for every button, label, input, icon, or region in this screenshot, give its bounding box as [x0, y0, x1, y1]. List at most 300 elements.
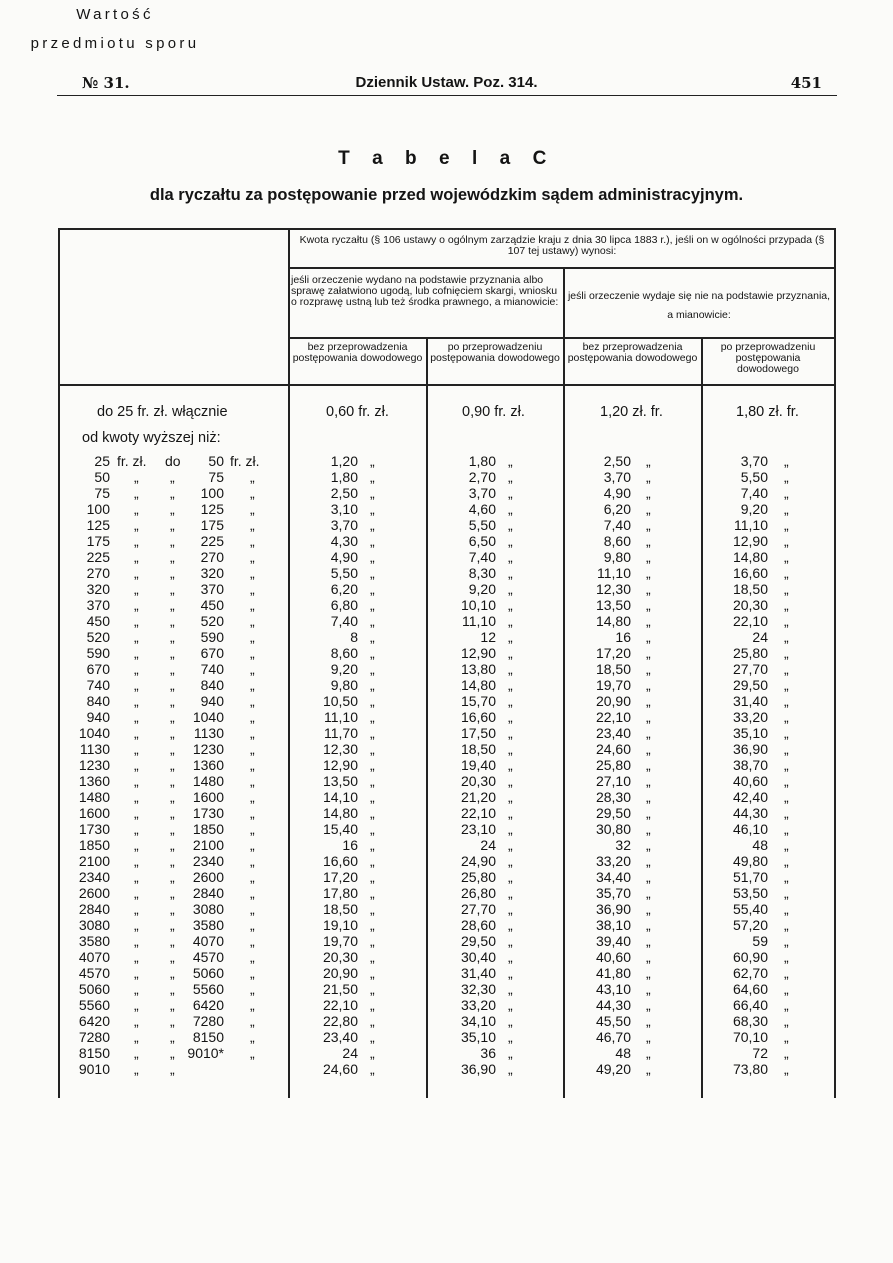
subheader-no-evidence-2: bez przeprowadzenia postępowania dowodowego: [567, 341, 698, 364]
group-header-contested: jeśli orzeczenie wydaje się nie na podstawie przyznania, a mianowicie:: [567, 290, 831, 321]
ditto-mark: „: [170, 517, 175, 533]
ditto-mark: „: [170, 917, 175, 933]
ditto-mark: „: [646, 757, 651, 773]
ditto-mark: „: [170, 629, 175, 645]
header-rule-2: [288, 337, 835, 339]
ditto-mark: „: [134, 933, 139, 949]
fee-value: 19,10: [322, 917, 358, 933]
ditto-mark: „: [370, 789, 375, 805]
range-from: 740: [86, 677, 110, 693]
table-row: [0, 949, 893, 965]
ditto-mark: „: [784, 917, 789, 933]
ditto-mark: „: [508, 853, 513, 869]
range-intro-label: od kwoty wyższej niż:: [82, 430, 221, 446]
header-rule: [57, 95, 837, 96]
ditto-mark: „: [250, 565, 255, 581]
fee-value: 40,60: [732, 773, 768, 789]
fee-value: 2,50: [330, 485, 358, 501]
range-from: 320: [86, 581, 110, 597]
fee-value: 18,50: [460, 741, 496, 757]
table-row: [0, 789, 893, 805]
unit-label: fr. zł.: [117, 453, 147, 469]
fee-value: 13,80: [460, 661, 496, 677]
range-to: 2100: [192, 837, 224, 853]
fee-value: 5,50: [740, 469, 768, 485]
fee-value: 66,40: [732, 997, 768, 1013]
ditto-mark: „: [646, 821, 651, 837]
fee-value: 9,20: [468, 581, 496, 597]
fee-value: 26,80: [460, 885, 496, 901]
fee-value: 28,30: [595, 789, 631, 805]
ditto-mark: „: [508, 741, 513, 757]
range-to: 8150: [192, 1029, 224, 1045]
ditto-mark: „: [784, 453, 789, 469]
range-from: 25: [94, 453, 110, 469]
fee-value: 23,10: [460, 821, 496, 837]
fee-value: 68,30: [732, 1013, 768, 1029]
table-row: [0, 453, 893, 469]
subheader-no-evidence-1: bez przeprowadzenia postępowania dowodowego: [292, 341, 423, 364]
fee-value: 31,40: [732, 693, 768, 709]
ditto-mark: „: [250, 741, 255, 757]
ditto-mark: „: [370, 933, 375, 949]
fee-value: 24,60: [322, 1061, 358, 1077]
ditto-mark: „: [134, 725, 139, 741]
fee-value: 16,60: [322, 853, 358, 869]
ditto-mark: „: [784, 965, 789, 981]
ditto-mark: „: [646, 629, 651, 645]
table-row: [0, 741, 893, 757]
fee-value: 51,70: [732, 869, 768, 885]
range-to: 840: [200, 677, 224, 693]
fee-value: 27,70: [732, 661, 768, 677]
ditto-mark: „: [370, 1013, 375, 1029]
table-row: [0, 1045, 893, 1061]
range-from: 520: [86, 629, 110, 645]
ditto-mark: „: [170, 789, 175, 805]
ditto-mark: „: [370, 549, 375, 565]
ditto-mark: „: [134, 789, 139, 805]
ditto-mark: „: [170, 661, 175, 677]
ditto-mark: „: [370, 757, 375, 773]
fee-value: 10,50: [322, 693, 358, 709]
ditto-mark: „: [508, 629, 513, 645]
ditto-mark: „: [508, 1013, 513, 1029]
table-row: [0, 549, 893, 565]
range-to: 225: [200, 533, 224, 549]
ditto-mark: „: [784, 773, 789, 789]
table-row: [0, 485, 893, 501]
ditto-mark: „: [784, 757, 789, 773]
fee-value: 24,90: [460, 853, 496, 869]
table-row: [0, 805, 893, 821]
ditto-mark: „: [134, 1061, 139, 1077]
fee-value: 27,70: [460, 901, 496, 917]
ditto-mark: „: [508, 469, 513, 485]
ditto-mark: „: [784, 949, 789, 965]
ditto-mark: „: [646, 1061, 651, 1077]
fee-value: 29,50: [732, 677, 768, 693]
fee-value: 18,50: [322, 901, 358, 917]
ditto-mark: „: [170, 645, 175, 661]
fee-value: 12: [480, 629, 496, 645]
ditto-mark: „: [646, 549, 651, 565]
ditto-mark: „: [170, 597, 175, 613]
fee-value: 10,10: [460, 597, 496, 613]
fee-value: 25,80: [595, 757, 631, 773]
ditto-mark: „: [250, 853, 255, 869]
table-row: [0, 581, 893, 597]
fee-value: 20,30: [322, 949, 358, 965]
ditto-mark: „: [784, 725, 789, 741]
table-title: T a b e l a C: [338, 148, 555, 169]
ditto-mark: „: [370, 677, 375, 693]
ditto-mark: „: [646, 709, 651, 725]
ditto-mark: „: [134, 469, 139, 485]
ditto-mark: „: [370, 501, 375, 517]
fee-value: 11,10: [324, 709, 358, 725]
ditto-mark: „: [170, 853, 175, 869]
table-row: [0, 917, 893, 933]
range-from: 50: [94, 469, 110, 485]
fee-value: 12,90: [732, 533, 768, 549]
fee-value: 29,50: [460, 933, 496, 949]
fee-value: 29,50: [595, 805, 631, 821]
fee-value: 28,60: [460, 917, 496, 933]
fee-value: 35,70: [595, 885, 631, 901]
ditto-mark: „: [134, 581, 139, 597]
range-to: 370: [200, 581, 224, 597]
ditto-mark: „: [784, 533, 789, 549]
ditto-mark: „: [250, 789, 255, 805]
fee-value: 6,20: [603, 501, 631, 517]
range-from: 6420: [78, 1013, 110, 1029]
ditto-mark: „: [370, 709, 375, 725]
ditto-mark: „: [170, 1061, 175, 1077]
fee-value: 24: [342, 1045, 358, 1061]
ditto-mark: „: [370, 645, 375, 661]
unit-label: fr. zł.: [230, 453, 260, 469]
table-row: [0, 885, 893, 901]
ditto-mark: „: [250, 485, 255, 501]
table-row: [0, 613, 893, 629]
ditto-mark: „: [784, 661, 789, 677]
ditto-mark: „: [646, 485, 651, 501]
ditto-mark: „: [134, 901, 139, 917]
ditto-mark: „: [508, 597, 513, 613]
fee-value: 3,70: [330, 517, 358, 533]
ditto-mark: „: [508, 693, 513, 709]
ditto-mark: „: [134, 869, 139, 885]
table-row: [0, 1013, 893, 1029]
ditto-mark: „: [784, 933, 789, 949]
ditto-mark: „: [508, 453, 513, 469]
range-from: 370: [86, 597, 110, 613]
fee-value: 20,30: [732, 597, 768, 613]
ditto-mark: „: [170, 1045, 175, 1061]
ditto-mark: „: [646, 885, 651, 901]
ditto-mark: „: [170, 981, 175, 997]
table-row: [0, 661, 893, 677]
ditto-mark: „: [508, 1061, 513, 1077]
ditto-mark: „: [784, 1061, 789, 1077]
table-row: [0, 757, 893, 773]
fee-value: 7,40: [740, 485, 768, 501]
ditto-mark: „: [646, 853, 651, 869]
ditto-mark: „: [134, 997, 139, 1013]
table-row: [0, 853, 893, 869]
range-from: 840: [86, 693, 110, 709]
ditto-mark: „: [370, 885, 375, 901]
fee-value: 14,80: [322, 805, 358, 821]
range-to: 1600: [192, 789, 224, 805]
fee-value: 49,20: [595, 1061, 631, 1077]
range-to: 320: [200, 565, 224, 581]
range-to: 520: [200, 613, 224, 629]
ditto-mark: „: [134, 709, 139, 725]
fee-value: 4,90: [330, 549, 358, 565]
fee-value: 30,40: [460, 949, 496, 965]
fee-value: 11,10: [597, 565, 631, 581]
ditto-mark: „: [508, 725, 513, 741]
ditto-mark: „: [646, 901, 651, 917]
range-to: 740: [200, 661, 224, 677]
ditto-mark: „: [646, 1013, 651, 1029]
ditto-mark: „: [370, 949, 375, 965]
range-to: 6420: [192, 997, 224, 1013]
range-to: 5060: [192, 965, 224, 981]
ditto-mark: „: [646, 677, 651, 693]
ditto-mark: „: [370, 517, 375, 533]
ditto-mark: „: [170, 965, 175, 981]
range-to: 4070: [192, 933, 224, 949]
fee-value: 9,20: [330, 661, 358, 677]
ditto-mark: „: [784, 837, 789, 853]
range-to: 2340: [192, 853, 224, 869]
table-top-border: [58, 228, 836, 230]
ditto-mark: „: [170, 501, 175, 517]
range-from: 1850: [78, 837, 110, 853]
fee-value: 62,70: [732, 965, 768, 981]
ditto-mark: „: [784, 613, 789, 629]
ditto-mark: „: [134, 1013, 139, 1029]
fee-value: 38,10: [595, 917, 631, 933]
ditto-mark: „: [170, 885, 175, 901]
ditto-mark: „: [508, 821, 513, 837]
ditto-mark: „: [134, 629, 139, 645]
table-row: [0, 773, 893, 789]
ditto-mark: „: [508, 581, 513, 597]
ditto-mark: „: [250, 965, 255, 981]
fee-value: 18,50: [595, 661, 631, 677]
ditto-mark: „: [784, 1029, 789, 1045]
ditto-mark: „: [250, 629, 255, 645]
ditto-mark: „: [784, 1045, 789, 1061]
range-from: 2840: [78, 901, 110, 917]
ditto-mark: „: [508, 997, 513, 1013]
ditto-mark: „: [250, 901, 255, 917]
fee-value: 6,80: [330, 597, 358, 613]
ditto-mark: „: [784, 581, 789, 597]
ditto-mark: „: [646, 917, 651, 933]
fee-value: 32: [615, 837, 631, 853]
range-to: 2840: [192, 885, 224, 901]
range-to: 7280: [192, 1013, 224, 1029]
ditto-mark: „: [508, 981, 513, 997]
fee-value: 11,70: [324, 725, 358, 741]
subheader-evidence-1: po przeprowadzeniu postępowania dowodowego: [430, 341, 560, 364]
fee-value: 13,50: [322, 773, 358, 789]
range-to: 1130: [193, 725, 224, 741]
fee-value: 16,60: [732, 565, 768, 581]
range-to: 940: [200, 693, 224, 709]
fee-value: 30,80: [595, 821, 631, 837]
ditto-mark: „: [370, 725, 375, 741]
ditto-mark: „: [370, 597, 375, 613]
range-from: 225: [86, 549, 110, 565]
ditto-mark: „: [646, 565, 651, 581]
ditto-mark: „: [784, 501, 789, 517]
table-row: [0, 933, 893, 949]
ditto-mark: „: [370, 581, 375, 597]
ditto-mark: „: [508, 661, 513, 677]
range-from: 3580: [78, 933, 110, 949]
ditto-mark: „: [508, 613, 513, 629]
ditto-mark: „: [508, 485, 513, 501]
range-from: 1130: [79, 741, 110, 757]
ditto-mark: „: [170, 869, 175, 885]
ditto-mark: „: [170, 949, 175, 965]
fee-value: 12,90: [322, 757, 358, 773]
table-row: [0, 469, 893, 485]
table-row: [0, 565, 893, 581]
range-from: 3080: [78, 917, 110, 933]
ditto-mark: „: [134, 773, 139, 789]
fee-value: 7,40: [603, 517, 631, 533]
range-from: 4570: [78, 965, 110, 981]
ditto-mark: „: [170, 741, 175, 757]
fee-value: 43,10: [595, 981, 631, 997]
ditto-mark: „: [170, 485, 175, 501]
ditto-mark: „: [170, 613, 175, 629]
ditto-mark: „: [370, 869, 375, 885]
ditto-mark: „: [134, 485, 139, 501]
value-column-title: Wartość: [76, 6, 154, 23]
fee-value: 20,90: [322, 965, 358, 981]
fee-value: 22,10: [595, 709, 631, 725]
ditto-mark: „: [646, 933, 651, 949]
fee-value: 55,40: [732, 901, 768, 917]
fee-value: 9,20: [740, 501, 768, 517]
table-row: [0, 677, 893, 693]
fee-value: 22,10: [460, 805, 496, 821]
ditto-mark: „: [784, 997, 789, 1013]
range-to: 1040: [192, 709, 224, 725]
range-to: 670: [200, 645, 224, 661]
ditto-mark: „: [508, 757, 513, 773]
ditto-mark: „: [646, 789, 651, 805]
range-to: 590: [200, 629, 224, 645]
ditto-mark: „: [170, 677, 175, 693]
ditto-mark: „: [370, 1061, 375, 1077]
header-rule-3: [58, 384, 836, 386]
range-to: 125: [200, 501, 224, 517]
ditto-mark: „: [784, 885, 789, 901]
ditto-mark: „: [646, 613, 651, 629]
table-row: [0, 517, 893, 533]
ditto-mark: „: [370, 853, 375, 869]
journal-title: Dziennik Ustaw. Poz. 314.: [355, 74, 538, 91]
fee-value: 49,80: [732, 853, 768, 869]
fee-value: 33,20: [732, 709, 768, 725]
fee-value: 16,60: [460, 709, 496, 725]
journal-number: № 31.: [82, 74, 130, 92]
table-row: [0, 965, 893, 981]
ditto-mark: „: [646, 693, 651, 709]
ditto-mark: „: [646, 597, 651, 613]
ditto-mark: „: [250, 933, 255, 949]
ditto-mark: „: [508, 837, 513, 853]
fee-value: 20,90: [595, 693, 631, 709]
range-to: 5560: [192, 981, 224, 997]
ditto-mark: „: [508, 885, 513, 901]
ditto-mark: „: [784, 597, 789, 613]
table-row: [0, 1029, 893, 1045]
ditto-mark: „: [370, 741, 375, 757]
ditto-mark: „: [170, 773, 175, 789]
ditto-mark: „: [134, 981, 139, 997]
ditto-mark: „: [250, 773, 255, 789]
fee-value: 9,80: [603, 549, 631, 565]
table-row: [0, 709, 893, 725]
fee-value: 24: [480, 837, 496, 853]
ditto-mark: „: [370, 565, 375, 581]
fee-value: 31,40: [460, 965, 496, 981]
range-from: 5060: [78, 981, 110, 997]
ditto-mark: „: [170, 693, 175, 709]
range-to: 1480: [192, 773, 224, 789]
fee-value: 8,60: [603, 533, 631, 549]
fee-value: 21,50: [322, 981, 358, 997]
ditto-mark: „: [134, 517, 139, 533]
ditto-mark: „: [646, 517, 651, 533]
fee-value: 42,40: [732, 789, 768, 805]
ditto-mark: „: [370, 901, 375, 917]
ditto-mark: „: [370, 613, 375, 629]
range-from: 270: [86, 565, 110, 581]
ditto-mark: „: [250, 1013, 255, 1029]
ditto-mark: „: [370, 693, 375, 709]
fee-value: 19,70: [322, 933, 358, 949]
first-row-value-1: 0,60 fr. zł.: [326, 404, 389, 420]
ditto-mark: „: [250, 677, 255, 693]
fee-value: 8: [350, 629, 358, 645]
table-row: [0, 901, 893, 917]
fee-value: 46,10: [732, 821, 768, 837]
fee-value: 22,10: [322, 997, 358, 1013]
range-from: 1040: [78, 725, 110, 741]
fee-value: 24: [752, 629, 768, 645]
fee-value: 4,90: [603, 485, 631, 501]
ditto-mark: „: [170, 565, 175, 581]
ditto-mark: „: [250, 837, 255, 853]
fee-value: 35,10: [460, 1029, 496, 1045]
fee-value: 22,80: [322, 1013, 358, 1029]
fee-value: 32,30: [460, 981, 496, 997]
ditto-mark: „: [134, 965, 139, 981]
ditto-mark: „: [784, 517, 789, 533]
fee-value: 41,80: [595, 965, 631, 981]
